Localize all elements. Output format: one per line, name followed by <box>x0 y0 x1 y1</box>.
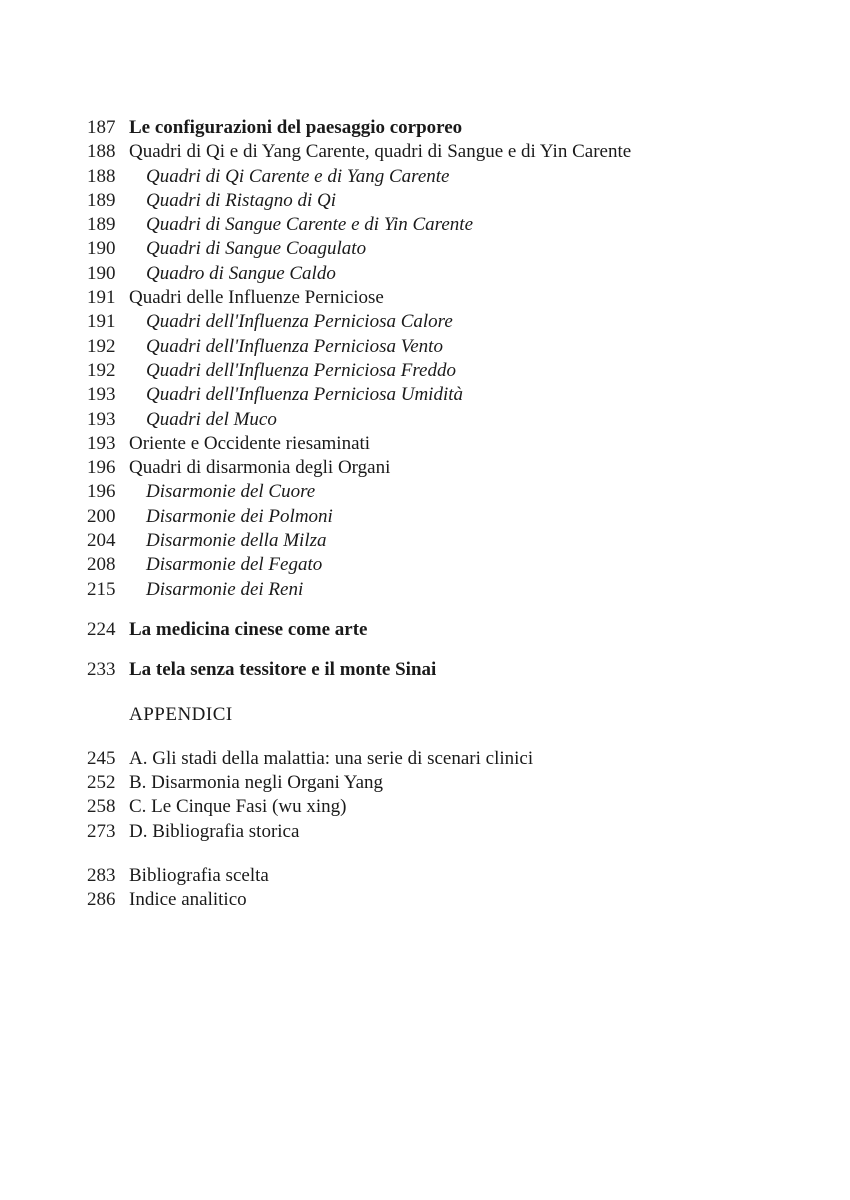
toc-entry <box>87 456 827 480</box>
entry-title: Quadro di Sangue Caldo <box>146 262 336 284</box>
entry-title: Quadri di Qi Carente e di Yang Carente <box>146 165 450 187</box>
page-number: 273 <box>87 820 116 842</box>
toc-entry <box>87 165 827 189</box>
entry-title: D. Bibliografia storica <box>129 820 300 842</box>
toc-entry <box>87 310 827 334</box>
entry-title: Disarmonie della Milza <box>146 530 327 552</box>
entry-title: Disarmonie del Cuore <box>146 481 316 503</box>
entry-title: Quadri dell'Influenza Perniciosa Vento <box>146 335 443 357</box>
toc-group-appendices <box>87 747 827 844</box>
chapter-title: La medicina cinese come arte <box>129 618 368 640</box>
page-number: 252 <box>87 772 116 794</box>
entry-title: Quadri del Muco <box>146 408 277 430</box>
toc-entry <box>87 747 827 771</box>
entry-title: Bibliografia scelta <box>129 865 269 887</box>
toc-entry <box>87 335 827 359</box>
page-number: 189 <box>87 189 116 211</box>
page-number: 258 <box>87 796 116 818</box>
page-number: 204 <box>87 530 116 552</box>
toc-entry <box>87 864 827 888</box>
toc-entry <box>87 116 827 140</box>
toc-entry-chapter <box>87 658 827 682</box>
page-number: 196 <box>87 481 116 503</box>
page-number: 196 <box>87 457 116 479</box>
entry-title: Quadri di disarmonia degli Organi <box>129 457 391 479</box>
entry-title: Disarmonie dei Polmoni <box>146 505 333 527</box>
entry-title: Disarmonie dei Reni <box>146 578 304 600</box>
page-number: 233 <box>87 659 116 681</box>
page-number: 187 <box>87 117 116 138</box>
entry-title: A. Gli stadi della malattia: una serie di scenari clinici <box>129 747 534 769</box>
page-number: 191 <box>87 287 116 309</box>
page-number: 215 <box>87 578 116 600</box>
entry-title: Le configurazioni del paesaggio corporeo <box>129 117 463 138</box>
entry-title: Quadri di Ristagno di Qi <box>146 189 337 211</box>
entry-title: Quadri dell'Influenza Perniciosa Umidità <box>146 384 464 406</box>
page-number: 188 <box>87 141 116 163</box>
toc-entry <box>87 888 827 912</box>
page-number: 192 <box>87 335 116 357</box>
toc-entry <box>87 795 827 819</box>
entry-title: Quadri di Sangue Coagulato <box>146 238 367 260</box>
page-number: 188 <box>87 165 116 187</box>
page-number: 189 <box>87 214 116 236</box>
toc-entry <box>87 213 827 237</box>
appendix-heading: APPENDICI <box>129 703 233 725</box>
toc-entry <box>87 140 827 164</box>
toc-entry <box>87 578 827 602</box>
toc-entry <box>87 262 827 286</box>
entry-title: Quadri di Sangue Carente e di Yin Carente <box>146 214 474 236</box>
entry-title: Quadri di Qi e di Yang Carente, quadri di Sangue e di Yin Carente <box>129 141 632 163</box>
toc-entry <box>87 237 827 261</box>
toc-entry <box>87 408 827 432</box>
page-number: 208 <box>87 554 116 576</box>
table-of-contents <box>87 116 827 913</box>
toc-entry-chapter <box>87 618 827 642</box>
page-number: 192 <box>87 359 116 381</box>
toc-entry <box>87 771 827 795</box>
page-number: 190 <box>87 238 116 260</box>
chapter-title: La tela senza tessitore e il monte Sinai <box>129 659 437 681</box>
entry-title: Oriente e Occidente riesaminati <box>129 432 371 454</box>
page-number: 190 <box>87 262 116 284</box>
toc-entry <box>87 189 827 213</box>
page-number: 283 <box>87 865 116 887</box>
page-number: 193 <box>87 408 116 430</box>
entry-title: Disarmonie del Fegato <box>146 554 323 576</box>
entry-title: Quadri delle Influenze Perniciose <box>129 287 384 309</box>
page-number: 224 <box>87 618 116 640</box>
toc-group-main <box>87 116 827 602</box>
page-number: 191 <box>87 311 116 333</box>
page-number: 286 <box>87 889 116 911</box>
toc-entry <box>87 286 827 310</box>
toc-entry <box>87 432 827 456</box>
toc-entry <box>87 820 827 844</box>
entry-title: C. Le Cinque Fasi (wu xing) <box>129 796 347 818</box>
entry-title: Indice analitico <box>129 889 247 911</box>
page-number: 193 <box>87 384 116 406</box>
toc-entry <box>87 529 827 553</box>
entry-title: Quadri dell'Influenza Perniciosa Calore <box>146 311 453 333</box>
page-number: 193 <box>87 432 116 454</box>
toc-entry <box>87 505 827 529</box>
toc-entry <box>87 480 827 504</box>
toc-entry <box>87 553 827 577</box>
page-number: 200 <box>87 505 116 527</box>
entry-title: B. Disarmonia negli Organi Yang <box>129 772 384 794</box>
page-number: 245 <box>87 747 116 769</box>
entry-title: Quadri dell'Influenza Perniciosa Freddo <box>146 359 456 381</box>
toc-group-back-matter <box>87 864 827 913</box>
toc-entry <box>87 383 827 407</box>
toc-entry <box>87 359 827 383</box>
